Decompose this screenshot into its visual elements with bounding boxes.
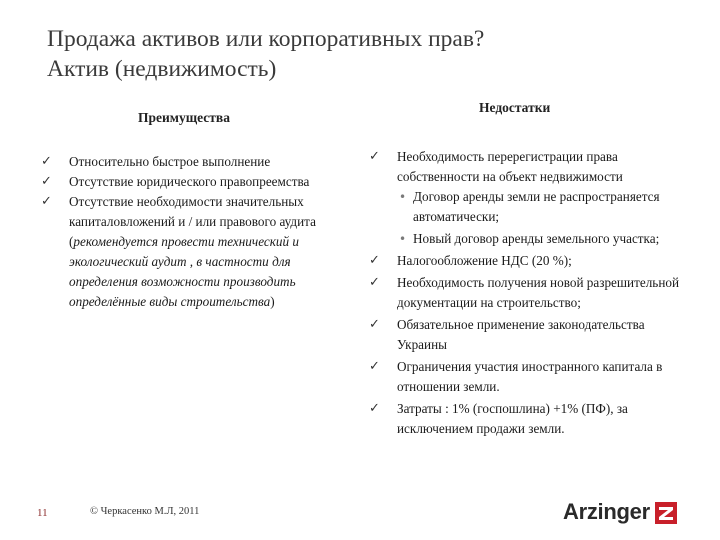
list-item [41, 172, 341, 192]
sub-list [397, 187, 689, 249]
advantage-text: Относительно быстрое выполнение [69, 154, 271, 169]
disadvantages-heading: Недостатки [479, 100, 551, 115]
arzinger-logo [563, 498, 677, 526]
title-line-1: Продажа активов или корпоративных прав? [47, 26, 485, 52]
check-icon: ✓ [41, 154, 52, 169]
disadvantage-text: Налогообложение НДС (20 %); [397, 253, 572, 268]
list-item [369, 251, 689, 271]
list-item [41, 192, 341, 312]
sub-list-item: • Новый договор аренды земельного участка; [397, 229, 689, 249]
bullet-icon: • [399, 190, 407, 204]
disadvantages-list [369, 147, 689, 441]
disadvantage-text: Затраты : 1% (госпошлина) +1% (ПФ), за исключением продажи земли. [397, 401, 628, 436]
advantage-text: Отсутствие необходимости значительных капиталовложений и / или правового аудита [69, 194, 316, 229]
check-icon: ✓ [369, 149, 380, 164]
disadvantage-text: Необходимость перерегистрации права собственности на объект недвижимости [397, 149, 623, 184]
logo-mark-icon [655, 502, 677, 524]
list-item [369, 399, 689, 439]
list-item [369, 273, 689, 313]
logo-text: Arzinger [563, 499, 650, 524]
list-item [41, 152, 341, 172]
page-number: 11 [37, 507, 48, 519]
check-icon: ✓ [369, 317, 380, 332]
title-line-2: Актив (недвижимость) [47, 56, 277, 82]
slide-title [47, 24, 647, 84]
audit-note: (рекомендуется провести технический и экологический аудит , в частности для определения возможности производить определённые виды строительства) [69, 234, 299, 309]
check-icon: ✓ [41, 194, 52, 209]
copyright: © Черкасенко М.Л, 2011 [90, 506, 200, 517]
check-icon: ✓ [369, 275, 380, 290]
disadvantage-text: Обязательное применение законодательства Украины [397, 317, 645, 352]
list-item [369, 315, 689, 355]
audit-note-text: рекомендуется провести технический и экологический аудит , в частности для определения возможности производить определённые виды строительства [69, 234, 299, 309]
check-icon: ✓ [369, 253, 380, 268]
advantages-heading: Преимущества [138, 110, 230, 125]
advantage-text: Отсутствие юридического правопреемства [69, 174, 310, 189]
disadvantage-text: Необходимость получения новой разрешительной документации на строительство; [397, 275, 680, 310]
check-icon: ✓ [41, 174, 52, 189]
bullet-icon: • [399, 232, 407, 246]
list-item [369, 357, 689, 397]
disadvantage-text: Ограничения участия иностранного капитала в отношении земли. [397, 359, 663, 394]
advantages-list [41, 152, 341, 312]
list-item [369, 147, 689, 249]
sub-list-item: • Договор аренды земли не распространяется автоматически; [399, 189, 660, 224]
check-icon: ✓ [369, 359, 380, 374]
check-icon: ✓ [369, 401, 380, 416]
